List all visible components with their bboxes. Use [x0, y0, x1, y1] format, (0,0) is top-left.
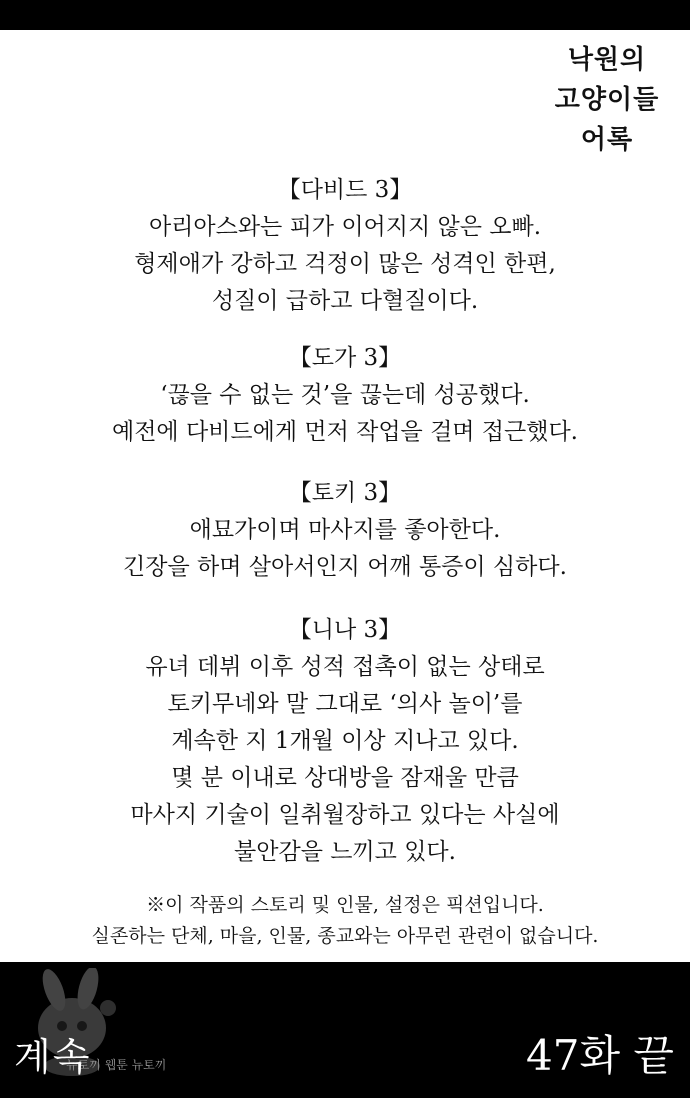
character-block-nina [0, 612, 690, 871]
character-heading: 【토키 3】 [288, 480, 402, 506]
character-heading: 【도가 3】 [288, 345, 402, 371]
character-line: 형제애가 강하고 걱정이 많은 성격인 한편, [134, 251, 556, 277]
title-line-3: 어록 [580, 125, 634, 155]
character-line: ‘끊을 수 없는 것’을 끊는데 성공했다. [160, 382, 530, 408]
title-line-2: 고양이들 [554, 85, 660, 115]
character-line: 긴장을 하며 살아서인지 어깨 통증이 심하다. [123, 554, 567, 580]
character-line: 토키무네와 말 그대로 ‘의사 놀이’를 [167, 691, 523, 717]
fiction-notice [0, 890, 690, 952]
character-line: 마사지 기술이 일취월장하고 있다는 사실에 [130, 802, 560, 828]
character-block-doga [0, 340, 690, 451]
character-line: 계속한 지 1개월 이상 지나고 있다. [171, 728, 519, 754]
notice-line-1: ※이 작품의 스토리 및 인물, 설정은 픽션입니다. [146, 894, 544, 916]
character-line: 불안감을 느끼고 있다. [234, 839, 456, 865]
character-line: 아리아스와는 피가 이어지지 않은 오빠. [148, 214, 542, 240]
character-heading: 【다비드 3】 [277, 177, 413, 203]
episode-end-label: 47화 끝 [526, 1031, 674, 1080]
character-line: 유녀 데뷔 이후 성적 접촉이 없는 상태로 [145, 654, 545, 680]
character-heading: 【니나 3】 [288, 617, 402, 643]
character-line: 애묘가이며 마사지를 좋아한다. [189, 517, 501, 543]
page-title [552, 40, 662, 160]
top-black-bar [0, 0, 690, 30]
character-block-david [0, 172, 690, 320]
watermark-text: 뉴토끼 웹툰 뉴토끼 [66, 1058, 167, 1072]
continued-label: 계속 [14, 1035, 92, 1079]
character-line: 예전에 다비드에게 먼저 작업을 걸며 접근했다. [111, 419, 578, 445]
title-line-1: 낙원의 [567, 45, 647, 75]
character-line: 몇 분 이내로 상대방을 잠재울 만큼 [171, 765, 519, 791]
notice-line-2: 실존하는 단체, 마을, 인물, 종교와는 아무런 관련이 없습니다. [91, 925, 599, 947]
character-line: 성질이 급하고 다혈질이다. [211, 288, 479, 314]
character-block-toki [0, 475, 690, 586]
